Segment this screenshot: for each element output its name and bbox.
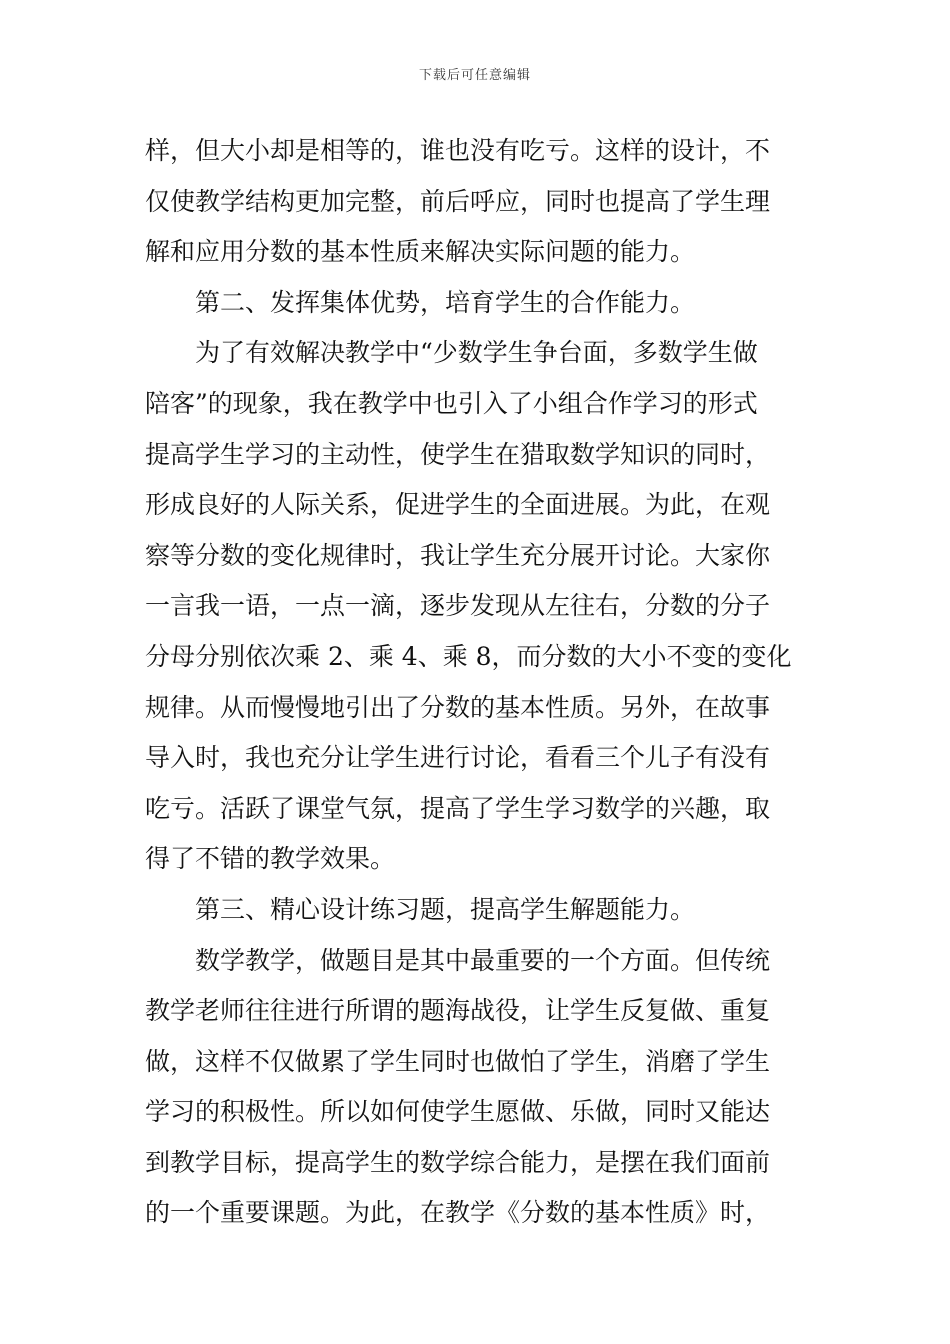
paragraph-start: 为了有效解决教学中“少数学生争台面，多数学生做 xyxy=(195,338,758,368)
text-line: 样，但大小却是相等的，谁也没有吃亏。这样的设计，不 xyxy=(145,136,771,165)
text-line: 仅使教学结构更加完整，前后呼应，同时也提高了学生理 xyxy=(145,186,771,216)
text-line: 做，这样不仅做累了学生同时也做怕了学生，消磨了学生 xyxy=(145,1046,771,1076)
text-line: 规律。从而慢慢地引出了分数的基本性质。另外，在故事 xyxy=(145,692,771,722)
text-line: 形成良好的人际关系，促进学生的全面进展。为此，在观 xyxy=(145,490,771,520)
text-line: 一言我一语，一点一滴，逐步发现从左往右，分数的分子 xyxy=(145,591,771,621)
section-heading-3: 第三、精心设计练习题，提高学生解题能力。 xyxy=(195,894,696,924)
text-line: 教学老师往往进行所谓的题海战役，让学生反复做、重复 xyxy=(145,996,771,1026)
text-line: 陪客”的现象，我在教学中也引入了小组合作学习的形式 xyxy=(145,388,758,418)
page-header: 下载后可任意编辑 xyxy=(418,68,531,83)
section-heading-2: 第二、发挥集体优势，培育学生的合作能力。 xyxy=(195,287,696,317)
text-line: 到教学目标，提高学生的数学综合能力，是摆在我们面前 xyxy=(145,1147,771,1177)
text-line: 察等分数的变化规律时，我让学生充分展开讨论。大家你 xyxy=(145,540,771,570)
text-line: 分母分别依次乘 2、乘 4、乘 8，而分数的大小不变的变化 xyxy=(145,641,792,671)
text-line: 导入时，我也充分让学生进行讨论，看看三个儿子有没有 xyxy=(145,743,771,773)
text-line: 得了不错的教学效果。 xyxy=(145,844,396,874)
text-line: 提高学生学习的主动性，使学生在猎取数学知识的同时， xyxy=(145,439,771,469)
text-line: 的一个重要课题。为此，在教学《分数的基本性质》时， xyxy=(145,1198,771,1228)
text-line: 吃亏。活跃了课堂气氛，提高了学生学习数学的兴趣，取 xyxy=(145,793,771,823)
text-line: 解和应用分数的基本性质来解决实际问题的能力。 xyxy=(145,237,696,267)
document-body xyxy=(145,126,810,1239)
text-line: 学习的积极性。所以如何使学生愿做、乐做，同时又能达 xyxy=(145,1097,771,1127)
paragraph-start: 数学教学，做题目是其中最重要的一个方面。但传统 xyxy=(195,945,771,975)
